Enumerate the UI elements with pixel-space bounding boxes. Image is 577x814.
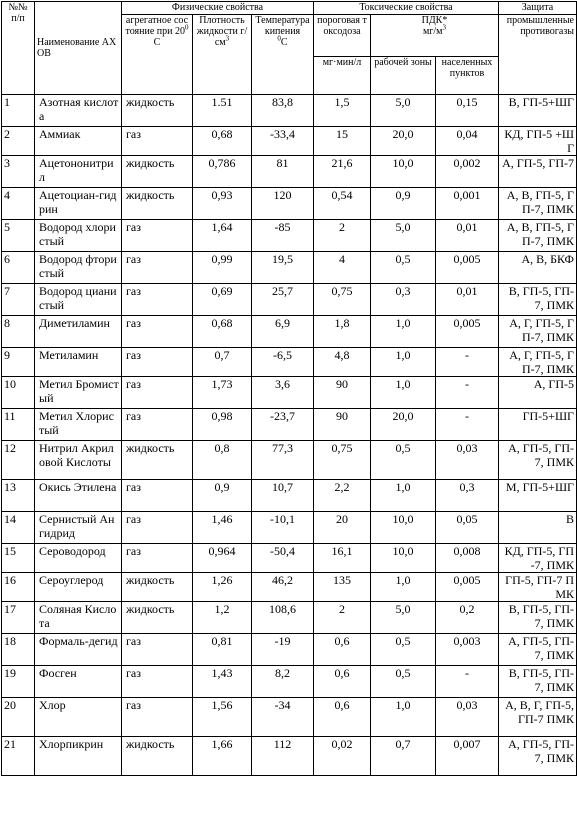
row-pdk-work: 1,0 xyxy=(371,348,436,377)
row-num: 9 xyxy=(2,348,35,377)
row-pdk-work: 0,5 xyxy=(371,634,436,666)
row-threshold: 0,6 xyxy=(314,666,371,698)
ahov-table xyxy=(1,1,577,776)
row-density: 1,56 xyxy=(193,698,252,737)
row-state: жидкость xyxy=(122,95,193,127)
row-density: 0,9 xyxy=(193,480,252,512)
row-name: Формаль-дегид xyxy=(35,634,122,666)
row-density: 0,68 xyxy=(193,127,252,156)
row-num: 8 xyxy=(2,316,35,348)
table-row xyxy=(2,156,577,188)
row-threshold: 21,6 xyxy=(314,156,371,188)
header-protection-sub: промышленные противогазы xyxy=(499,15,577,95)
header-threshold-unit: мг·мин/л xyxy=(314,57,371,95)
row-boiling: -23,7 xyxy=(252,409,314,441)
row-threshold: 0,6 xyxy=(314,634,371,666)
row-protection: А, В, БКФ xyxy=(499,252,577,284)
row-num: 16 xyxy=(2,573,35,602)
row-name: Нитрил Акриловой Кислоты xyxy=(35,441,122,480)
row-name: Фосген xyxy=(35,666,122,698)
row-protection: А, ГП-5, ГП-7, ПМК xyxy=(499,441,577,480)
row-num: 11 xyxy=(2,409,35,441)
row-num: 10 xyxy=(2,377,35,409)
row-name: Метиламин xyxy=(35,348,122,377)
table-row xyxy=(2,512,577,544)
table-row xyxy=(2,220,577,252)
row-threshold: 0,02 xyxy=(314,737,371,776)
row-pdk-pop: 0,05 xyxy=(436,512,499,544)
row-num: 21 xyxy=(2,737,35,776)
row-density: 0,81 xyxy=(193,634,252,666)
row-num: 2 xyxy=(2,127,35,156)
table-row xyxy=(2,377,577,409)
table-row xyxy=(2,188,577,220)
row-name: Ацетононитрил xyxy=(35,156,122,188)
header-physical: Физические свойства xyxy=(122,2,314,15)
row-pdk-pop: - xyxy=(436,409,499,441)
row-boiling: -19 xyxy=(252,634,314,666)
row-name: Метил Хлористый xyxy=(35,409,122,441)
header-pdk-work: рабочей зоны xyxy=(371,57,436,95)
row-density: 1.51 xyxy=(193,95,252,127)
row-pdk-pop: 0,002 xyxy=(436,156,499,188)
row-pdk-work: 0,5 xyxy=(371,666,436,698)
table-row xyxy=(2,634,577,666)
row-protection: А, ГП-5, ГП-7 xyxy=(499,156,577,188)
table-row xyxy=(2,127,577,156)
row-boiling: 3,6 xyxy=(252,377,314,409)
row-density: 1,46 xyxy=(193,512,252,544)
row-boiling: 112 xyxy=(252,737,314,776)
table-row xyxy=(2,573,577,602)
row-density: 0,99 xyxy=(193,252,252,284)
table-row xyxy=(2,480,577,512)
row-pdk-pop: 0,15 xyxy=(436,95,499,127)
row-num: 4 xyxy=(2,188,35,220)
row-name: Диметиламин xyxy=(35,316,122,348)
row-state: газ xyxy=(122,220,193,252)
row-boiling: 108,6 xyxy=(252,602,314,634)
row-name: Водород хлористый xyxy=(35,220,122,252)
row-state: газ xyxy=(122,377,193,409)
row-pdk-pop: 0,005 xyxy=(436,316,499,348)
row-pdk-pop: - xyxy=(436,666,499,698)
row-threshold: 15 xyxy=(314,127,371,156)
row-density: 0,786 xyxy=(193,156,252,188)
row-state: жидкость xyxy=(122,188,193,220)
row-state: жидкость xyxy=(122,156,193,188)
row-name: Хлор xyxy=(35,698,122,737)
row-name: Окись Этилена xyxy=(35,480,122,512)
row-num: 5 xyxy=(2,220,35,252)
row-boiling: 120 xyxy=(252,188,314,220)
row-state: газ xyxy=(122,544,193,573)
row-pdk-work: 1,0 xyxy=(371,480,436,512)
row-pdk-work: 10,0 xyxy=(371,544,436,573)
table-row xyxy=(2,666,577,698)
row-density: 1,43 xyxy=(193,666,252,698)
row-density: 1,66 xyxy=(193,737,252,776)
row-state: газ xyxy=(122,348,193,377)
row-density: 0,68 xyxy=(193,316,252,348)
row-pdk-work: 5,0 xyxy=(371,95,436,127)
row-pdk-work: 1,0 xyxy=(371,377,436,409)
header-boiling: Температура кипения $^0$С xyxy=(252,15,314,95)
row-state: газ xyxy=(122,666,193,698)
row-pdk-pop: - xyxy=(436,377,499,409)
row-boiling: 10,7 xyxy=(252,480,314,512)
row-protection: В, ГП-5, ГП-7, ПМК xyxy=(499,666,577,698)
row-protection: В, ГП-5, ГП-7, ПМК xyxy=(499,284,577,316)
row-num: 7 xyxy=(2,284,35,316)
row-name: Ацетоциан-гидрин xyxy=(35,188,122,220)
row-threshold: 0,75 xyxy=(314,441,371,480)
row-state: жидкость xyxy=(122,602,193,634)
row-boiling: -10,1 xyxy=(252,512,314,544)
row-density: 0,93 xyxy=(193,188,252,220)
table-row xyxy=(2,544,577,573)
row-pdk-work: 0,3 xyxy=(371,284,436,316)
row-state: жидкость xyxy=(122,441,193,480)
row-pdk-pop: 0,005 xyxy=(436,573,499,602)
row-num: 20 xyxy=(2,698,35,737)
row-boiling: 8,2 xyxy=(252,666,314,698)
row-pdk-pop: 0,007 xyxy=(436,737,499,776)
table-row xyxy=(2,409,577,441)
row-name: Метил Бромистый xyxy=(35,377,122,409)
row-pdk-work: 1,0 xyxy=(371,316,436,348)
table-body xyxy=(2,95,577,776)
header-density: Плотность жидкости $г/см^3$ xyxy=(193,15,252,95)
row-protection: В xyxy=(499,512,577,544)
row-pdk-pop: - xyxy=(436,348,499,377)
table-row xyxy=(2,252,577,284)
row-threshold: 16,1 xyxy=(314,544,371,573)
row-num: 17 xyxy=(2,602,35,634)
row-state: газ xyxy=(122,316,193,348)
row-num: 3 xyxy=(2,156,35,188)
row-pdk-pop: 0,3 xyxy=(436,480,499,512)
header-state: агрегатное состояние при $20^0С$ xyxy=(122,15,193,95)
table-row xyxy=(2,284,577,316)
row-threshold: 2 xyxy=(314,220,371,252)
row-protection: А, Г, ГП-5, ГП-7, ПМК xyxy=(499,348,577,377)
row-density: 1,73 xyxy=(193,377,252,409)
row-threshold: 135 xyxy=(314,573,371,602)
row-threshold: 20 xyxy=(314,512,371,544)
row-pdk-pop: 0,03 xyxy=(436,441,499,480)
row-boiling: 81 xyxy=(252,156,314,188)
row-pdk-work: 0,9 xyxy=(371,188,436,220)
row-threshold: 2 xyxy=(314,602,371,634)
row-num: 6 xyxy=(2,252,35,284)
row-num: 18 xyxy=(2,634,35,666)
header-num: №№ п/п xyxy=(2,2,35,95)
table-row xyxy=(2,737,577,776)
row-state: газ xyxy=(122,284,193,316)
row-name: Соляная Кислота xyxy=(35,602,122,634)
row-density: 1,26 xyxy=(193,573,252,602)
row-density: 0,7 xyxy=(193,348,252,377)
row-protection: А, Г, ГП-5, ГП-7, ПМК xyxy=(499,316,577,348)
row-pdk-work: 0,5 xyxy=(371,252,436,284)
table-row xyxy=(2,698,577,737)
header-toxic: Токсические свойства xyxy=(314,2,499,15)
row-name: Водород цианистый xyxy=(35,284,122,316)
row-num: 1 xyxy=(2,95,35,127)
table-row xyxy=(2,348,577,377)
row-name: Водород фтористый xyxy=(35,252,122,284)
header-threshold: пороговая токсодоза xyxy=(314,15,371,57)
header-name: Наименование АХОВ xyxy=(35,2,122,95)
row-threshold: 1,8 xyxy=(314,316,371,348)
row-protection: А, ГП-5, ГП-7, ПМК xyxy=(499,634,577,666)
row-pdk-work: 10,0 xyxy=(371,512,436,544)
row-pdk-pop: 0,001 xyxy=(436,188,499,220)
row-boiling: -85 xyxy=(252,220,314,252)
row-num: 14 xyxy=(2,512,35,544)
row-boiling: -50,4 xyxy=(252,544,314,573)
row-num: 12 xyxy=(2,441,35,480)
row-pdk-pop: 0,005 xyxy=(436,252,499,284)
row-density: 0,8 xyxy=(193,441,252,480)
row-threshold: 0,75 xyxy=(314,284,371,316)
row-density: 0,964 xyxy=(193,544,252,573)
row-protection: А, В, Г, ГП-5, ГП-7 ПМК xyxy=(499,698,577,737)
row-threshold: 1,5 xyxy=(314,95,371,127)
row-threshold: 2,2 xyxy=(314,480,371,512)
row-num: 19 xyxy=(2,666,35,698)
row-pdk-work: 1,0 xyxy=(371,573,436,602)
header-protection: Защита xyxy=(499,2,577,15)
row-protection: ГП-5, ГП-7 ПМК xyxy=(499,573,577,602)
row-protection: М, ГП-5+ШГ xyxy=(499,480,577,512)
row-pdk-pop: 0,01 xyxy=(436,220,499,252)
row-pdk-work: 20,0 xyxy=(371,127,436,156)
header-pdk: ПДК* $мг/м^3$ xyxy=(371,15,499,57)
row-density: 1,64 xyxy=(193,220,252,252)
row-state: жидкость xyxy=(122,737,193,776)
row-pdk-work: 10,0 xyxy=(371,156,436,188)
row-name: Сернистый Ангидрид xyxy=(35,512,122,544)
row-pdk-pop: 0,2 xyxy=(436,602,499,634)
row-density: 0,69 xyxy=(193,284,252,316)
row-threshold: 4 xyxy=(314,252,371,284)
row-pdk-pop: 0,003 xyxy=(436,634,499,666)
row-protection: А, ГП-5 xyxy=(499,377,577,409)
row-boiling: 19,5 xyxy=(252,252,314,284)
row-state: газ xyxy=(122,634,193,666)
header-pdk-pop: населенных пунктов xyxy=(436,57,499,95)
row-threshold: 0,54 xyxy=(314,188,371,220)
row-name: Аммиак xyxy=(35,127,122,156)
row-pdk-work: 1,0 xyxy=(371,698,436,737)
table-row xyxy=(2,441,577,480)
row-density: 0,98 xyxy=(193,409,252,441)
row-protection: КД, ГП-5, ГП-7, ПМК xyxy=(499,544,577,573)
row-pdk-pop: 0,03 xyxy=(436,698,499,737)
row-state: газ xyxy=(122,698,193,737)
row-protection: А, В, ГП-5, ГП-7, ПМК xyxy=(499,220,577,252)
row-pdk-work: 5,0 xyxy=(371,602,436,634)
row-density: 1,2 xyxy=(193,602,252,634)
row-pdk-work: 0,5 xyxy=(371,441,436,480)
row-num: 13 xyxy=(2,480,35,512)
table-header xyxy=(2,2,577,95)
row-name: Сероводород xyxy=(35,544,122,573)
row-threshold: 4,8 xyxy=(314,348,371,377)
row-pdk-pop: 0,008 xyxy=(436,544,499,573)
row-protection: КД, ГП-5 +ШГ xyxy=(499,127,577,156)
row-pdk-work: 0,7 xyxy=(371,737,436,776)
row-pdk-work: 20,0 xyxy=(371,409,436,441)
row-threshold: 90 xyxy=(314,409,371,441)
row-boiling: -6,5 xyxy=(252,348,314,377)
row-boiling: 77,3 xyxy=(252,441,314,480)
row-pdk-pop: 0,04 xyxy=(436,127,499,156)
row-state: газ xyxy=(122,480,193,512)
row-state: газ xyxy=(122,127,193,156)
row-threshold: 0,6 xyxy=(314,698,371,737)
row-boiling: 6,9 xyxy=(252,316,314,348)
row-state: газ xyxy=(122,252,193,284)
table-row xyxy=(2,95,577,127)
row-protection: А, ГП-5, ГП-7, ПМК xyxy=(499,737,577,776)
row-state: газ xyxy=(122,512,193,544)
row-boiling: -33,4 xyxy=(252,127,314,156)
row-protection: В, ГП-5+ШГ xyxy=(499,95,577,127)
row-protection: А, В, ГП-5, ГП-7, ПМК xyxy=(499,188,577,220)
row-num: 15 xyxy=(2,544,35,573)
table-row xyxy=(2,316,577,348)
row-boiling: 46,2 xyxy=(252,573,314,602)
row-name: Азотная кислота xyxy=(35,95,122,127)
row-boiling: 83,8 xyxy=(252,95,314,127)
row-threshold: 90 xyxy=(314,377,371,409)
row-state: газ xyxy=(122,409,193,441)
row-pdk-work: 5,0 xyxy=(371,220,436,252)
row-protection: В, ГП-5, ГП-7, ПМК xyxy=(499,602,577,634)
row-boiling: -34 xyxy=(252,698,314,737)
row-boiling: 25,7 xyxy=(252,284,314,316)
row-pdk-pop: 0,01 xyxy=(436,284,499,316)
row-name: Хлорпикрин xyxy=(35,737,122,776)
row-name: Сероуглерод xyxy=(35,573,122,602)
row-state: жидкость xyxy=(122,573,193,602)
table-row xyxy=(2,602,577,634)
row-protection: ГП-5+ШГ xyxy=(499,409,577,441)
